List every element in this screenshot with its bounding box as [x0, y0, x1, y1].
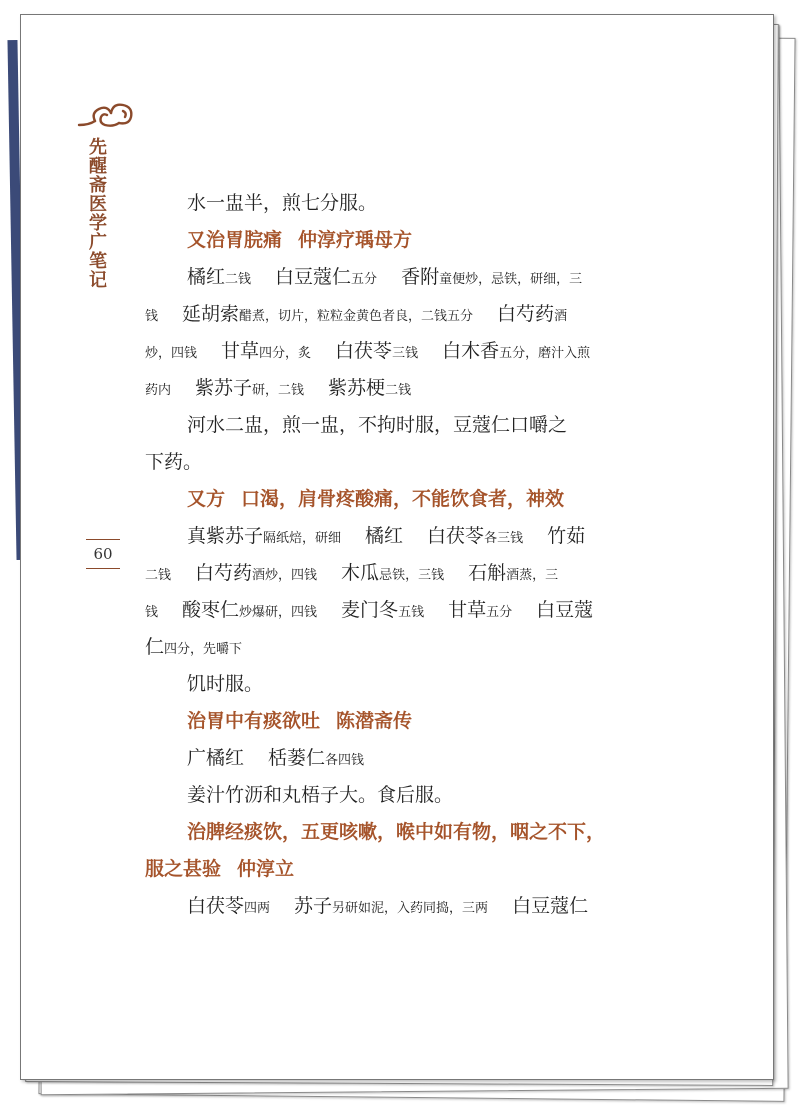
recipe-heading: 治脾经痰饮，五更咳嗽，喉中如有物，咽之不下， — [187, 821, 606, 843]
recipe-heading: 治胃中有痰欲吐 陈潜斋传 — [187, 710, 413, 732]
text-line: 姜汁竹沥和丸梧子大。食后服。 — [187, 784, 454, 806]
ingredient-line: 仁四分，先嚼下 — [145, 636, 243, 658]
ingredient-line: 药内 紫苏子研，二钱 紫苏梗二钱 — [145, 377, 412, 399]
ingredient-line: 钱 酸枣仁炒爆研，四钱 麦门冬五钱 甘草五分 白豆蔻 — [145, 599, 594, 621]
ingredient-line: 广橘红 栝蒌仁各四钱 — [187, 747, 365, 769]
text-line: 下药。 — [145, 451, 203, 473]
main-text — [145, 185, 645, 925]
auspicious-cloud-icon — [73, 95, 143, 135]
book-page — [20, 14, 774, 1080]
ingredient-line: 真紫苏子隔纸焙，研细 橘红 白茯苓各三钱 竹茹 — [187, 525, 586, 547]
recipe-heading: 又方 口渴，肩骨疼酸痛，不能饮食者，神效 — [187, 488, 565, 510]
text-line: 水一盅半，煎七分服。 — [187, 192, 378, 214]
ingredient-line: 白茯苓四两 苏子另研如泥，入药同捣，三两 白豆蔻仁 — [187, 895, 589, 917]
ingredient-line: 钱 延胡索醋煮，切片，粒粒金黄色者良，二钱五分 白芍药酒 — [145, 303, 568, 325]
recipe-heading: 服之甚验 仲淳立 — [145, 858, 295, 880]
text-line: 河水二盅，煎一盅，不拘时服，豆蔻仁口嚼之 — [187, 414, 568, 436]
recipe-heading: 又治胃脘痛 仲淳疗瑀母方 — [187, 229, 413, 251]
ingredient-line: 二钱 白芍药酒炒，四钱 木瓜忌铁，三钱 石斛酒蒸，三 — [145, 562, 559, 584]
page-number — [85, 539, 121, 569]
text-line: 饥时服。 — [187, 673, 264, 695]
book-title-vertical: 先醒斋医学广笔记 — [86, 137, 107, 289]
ingredient-line: 炒，四钱 甘草四分，炙 白茯苓三钱 白木香五分，磨汁入煎 — [145, 340, 591, 362]
ingredient-line: 橘红二钱 白豆蔻仁五分 香附童便炒，忌铁，研细，三 — [187, 266, 583, 288]
page-number-value: 60 — [93, 545, 113, 563]
